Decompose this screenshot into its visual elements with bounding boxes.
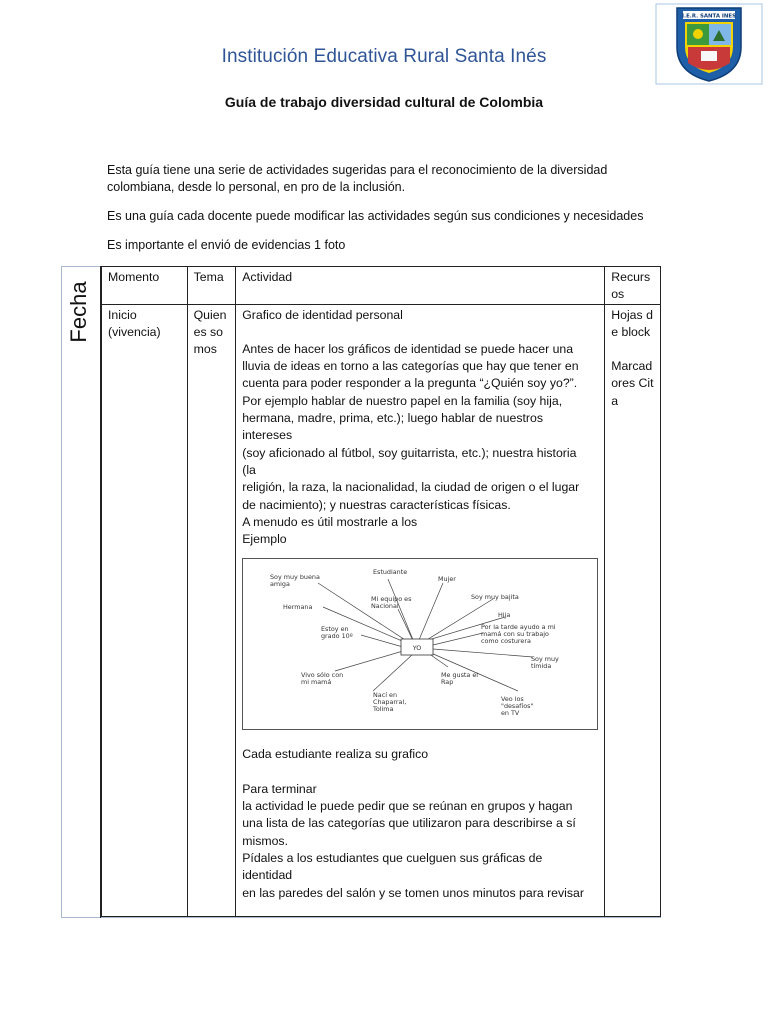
- table-header-row: [102, 267, 661, 305]
- activity-table: [101, 266, 661, 917]
- activity-line: cuenta para poder responder a la pregunta “¿Quién soy yo?”.: [242, 376, 578, 391]
- diagram-label: grado 10º: [321, 632, 353, 641]
- diagram-label: amiga: [270, 580, 291, 589]
- diagram-label: Hermana: [283, 603, 313, 612]
- table-row: [102, 304, 661, 916]
- diagram-label: en TV: [501, 709, 520, 718]
- header-tema: Tema: [187, 267, 236, 305]
- activity-line: intereses: [242, 428, 293, 443]
- diagram-label: Por la tarde ayudo a mi: [481, 623, 556, 632]
- activity-line: Ejemplo: [242, 532, 287, 547]
- diagram-label: Mujer: [438, 575, 457, 584]
- activity-line: (soy aficionado al fútbol, soy guitarrista, etc.); nuestra historia: [242, 445, 577, 460]
- activity-line: en las paredes del salón y se tomen unos minutos para revisar: [242, 885, 584, 900]
- diagram-label: Soy muy buena: [270, 573, 321, 582]
- diagram-label: Soy muy: [531, 655, 560, 664]
- fecha-column: [61, 266, 101, 918]
- activity-line: (la: [242, 462, 256, 477]
- diagram-label: Vivo sólo con: [301, 671, 344, 680]
- header-recursos: Recursos: [605, 267, 661, 305]
- diagram-label: Mi equipo es: [371, 595, 412, 604]
- cell-recursos: [605, 304, 661, 916]
- diagram-label: Chaparral,: [373, 698, 407, 707]
- identity-diagram-image: [242, 558, 598, 730]
- recursos-line: Marcadores Cita: [611, 359, 654, 408]
- activity-line: Antes de hacer los gráficos de identidad se puede hacer una: [242, 341, 574, 356]
- diagram-label: Tolima: [373, 705, 394, 714]
- cell-actividad: [236, 304, 605, 916]
- intro-paragraph-1: Esta guía tiene una serie de actividades sugeridas para el reconocimiento de la diversidad colombiana, desde lo personal, en pro de la inclusión.: [107, 163, 608, 194]
- diagram-label: como costurera: [481, 637, 532, 646]
- activity-line: A menudo es útil mostrarle a los: [242, 514, 418, 529]
- diagram-label: Rap: [441, 678, 454, 687]
- diagram-label: Nacional: [371, 602, 399, 611]
- activity-title: Grafico de identidad personal: [242, 307, 403, 322]
- activity-line: de nacimiento); y nuestras características físicas.: [242, 497, 511, 512]
- activity-line: lluvia de ideas en torno a las categorías que hay que tener en: [242, 359, 579, 374]
- activity-line: religión, la raza, la nacionalidad, la ciudad de origen o el lugar: [242, 480, 580, 495]
- school-logo: [655, 3, 763, 85]
- recursos-line: Hojas de block: [611, 307, 653, 339]
- diagram-label: "desafíos": [501, 702, 534, 711]
- svg-text:I.E.R. SANTA INES: I.E.R. SANTA INES: [682, 13, 736, 20]
- guide-title: Guía de trabajo diversidad cultural de Colombia: [224, 94, 544, 110]
- activity-line: Cada estudiante realiza su grafico: [242, 747, 429, 762]
- diagram-label: Veo los: [501, 695, 524, 704]
- activity-line: Por ejemplo hablar de nuestro papel en la familia (soy hija,: [242, 393, 563, 408]
- activity-line: Pídales a los estudiantes que cuelguen sus gráficas de: [242, 850, 543, 865]
- diagram-label: Me gusta el: [441, 671, 479, 680]
- header-momento: Momento: [102, 267, 188, 305]
- activity-line: Para terminar: [242, 781, 317, 796]
- cell-tema: Quienes somos: [187, 304, 236, 916]
- diagram-label: tímida: [531, 662, 552, 671]
- intro-paragraph-3: Es importante el envió de evidencias 1 foto: [107, 238, 346, 252]
- diagram-label: Estudiante: [373, 568, 408, 577]
- activity-line: hermana, madre, prima, etc.); luego hablar de nuestros: [242, 411, 543, 426]
- activity-line: una lista de las categorías que utilizaron para describirse a sí: [242, 816, 576, 831]
- cell-momento: Inicio (vivencia): [102, 304, 188, 916]
- intro-paragraph-2: Es una guía cada docente puede modificar las actividades según sus condiciones y necesidades: [107, 209, 644, 223]
- activity-line: la actividad le puede pedir que se reúnan en grupos y hagan: [242, 799, 573, 814]
- diagram-label: Nací en: [373, 691, 398, 700]
- header-actividad: Actividad: [236, 267, 605, 305]
- diagram-label: Soy muy bajita: [471, 593, 520, 602]
- diagram-label: mamá con su trabajo: [481, 630, 550, 639]
- fecha-label: Fecha: [66, 281, 91, 343]
- diagram-label: Estoy en: [321, 625, 349, 634]
- diagram-label: mi mamá: [301, 678, 332, 687]
- institution-title: Institución Educativa Rural Santa Inés: [221, 46, 547, 67]
- activity-line: mismos.: [242, 833, 288, 848]
- diagram-center: YO: [412, 644, 422, 653]
- activity-line: identidad: [242, 868, 293, 883]
- diagram-label: Hija: [498, 611, 511, 620]
